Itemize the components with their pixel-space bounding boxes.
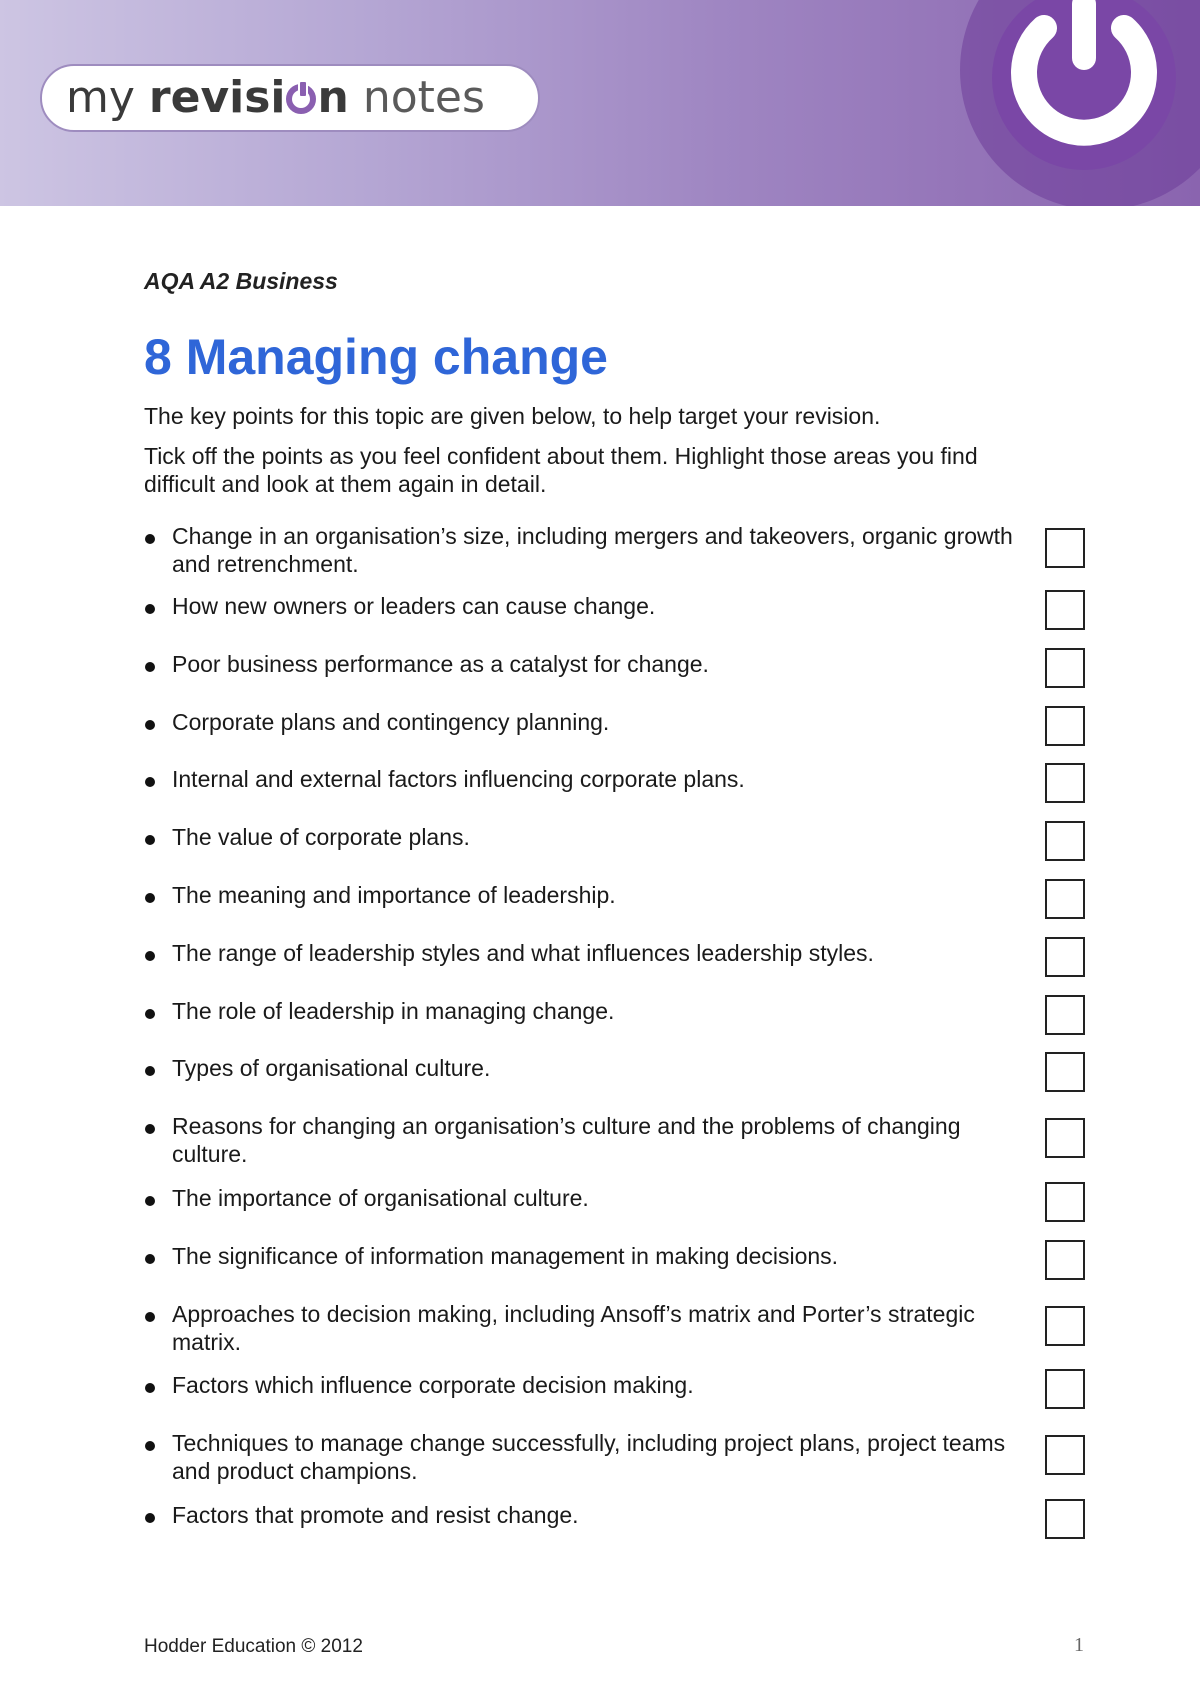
checklist-item-text: The role of leadership in managing change. <box>172 998 615 1024</box>
page-number: 1 <box>1074 1634 1084 1656</box>
checklist-item-text: Corporate plans and contingency planning. <box>172 709 610 735</box>
intro-text <box>144 402 1044 510</box>
checklist-checkbox[interactable] <box>1045 1435 1085 1475</box>
checklist-item-text: Types of organisational culture. <box>172 1055 491 1081</box>
bullet-icon <box>145 604 155 614</box>
bullet-icon <box>145 893 155 903</box>
brand-logo <box>40 64 540 132</box>
checklist-checkbox[interactable] <box>1045 648 1085 688</box>
footer-publisher: Hodder Education © 2012 <box>144 1636 363 1657</box>
bullet-icon <box>145 777 155 787</box>
checklist-checkbox[interactable] <box>1045 937 1085 977</box>
logo-word-notes: notes <box>362 72 485 123</box>
checklist-item-text: Poor business performance as a catalyst for change. <box>172 651 709 677</box>
bullet-icon <box>145 1009 155 1019</box>
bullet-icon <box>145 1066 155 1076</box>
bullet-icon <box>145 1441 155 1451</box>
checklist-checkbox[interactable] <box>1045 1499 1085 1539</box>
checklist-item-text: Change in an organisation’s size, including mergers and takeovers, organic growth and retrenchment. <box>172 523 1013 577</box>
brand-logo-text <box>66 72 485 123</box>
checklist-item-text: The range of leadership styles and what influences leadership styles. <box>172 940 874 966</box>
subject-label: AQA A2 Business <box>144 268 338 294</box>
checklist-item-text: Approaches to decision making, including Ansoff’s matrix and Porter’s strategic matrix. <box>172 1301 975 1355</box>
bullet-icon <box>145 951 155 961</box>
checklist-checkbox[interactable] <box>1045 590 1085 630</box>
checklist-item-text: Techniques to manage change successfully, including project plans, project teams and product champions. <box>172 1430 1006 1484</box>
logo-word-revision-end: n <box>317 72 349 123</box>
page-title: 8 Managing change <box>144 329 608 385</box>
checklist-item-text: Reasons for changing an organisation’s culture and the problems of changing culture. <box>172 1113 961 1167</box>
checklist-item-text: Factors that promote and resist change. <box>172 1502 579 1528</box>
checklist-checkbox[interactable] <box>1045 1240 1085 1280</box>
logo-power-icon <box>286 84 316 114</box>
bullet-icon <box>145 835 155 845</box>
checklist-checkbox[interactable] <box>1045 528 1085 568</box>
checklist-checkbox[interactable] <box>1045 1182 1085 1222</box>
bullet-icon <box>145 1312 155 1322</box>
bullet-icon <box>145 1124 155 1134</box>
checklist-item-text: The importance of organisational culture. <box>172 1185 589 1211</box>
bullet-icon <box>145 1513 155 1523</box>
intro-paragraph: The key points for this topic are given below, to help target your revision. <box>144 403 881 429</box>
bullet-icon <box>145 534 155 544</box>
checklist-item-text: Factors which influence corporate decision making. <box>172 1372 694 1398</box>
checklist-checkbox[interactable] <box>1045 821 1085 861</box>
checklist-checkbox[interactable] <box>1045 995 1085 1035</box>
intro-paragraph: Tick off the points as you feel confident about them. Highlight those areas you find difficult and look at them again in detail. <box>144 443 978 497</box>
logo-word-my: my <box>66 72 135 123</box>
header-banner <box>0 0 1200 206</box>
checklist-item-text: Internal and external factors influencing corporate plans. <box>172 766 745 792</box>
checklist-item-text: The value of corporate plans. <box>172 824 470 850</box>
checklist-checkbox[interactable] <box>1045 1369 1085 1409</box>
checklist-item-text: How new owners or leaders can cause change. <box>172 593 656 619</box>
bullet-icon <box>145 1383 155 1393</box>
checklist-checkbox[interactable] <box>1045 763 1085 803</box>
checklist-checkbox[interactable] <box>1045 706 1085 746</box>
checklist-checkbox[interactable] <box>1045 1118 1085 1158</box>
bullet-icon <box>145 662 155 672</box>
checklist-item-text: The significance of information management in making decisions. <box>172 1243 839 1269</box>
checklist-checkbox[interactable] <box>1045 1306 1085 1346</box>
power-icon <box>980 0 1190 182</box>
checklist-checkbox[interactable] <box>1045 1052 1085 1092</box>
checklist-item-text: The meaning and importance of leadership. <box>172 882 616 908</box>
bullet-icon <box>145 720 155 730</box>
logo-word-revision: revisi <box>148 72 286 123</box>
checklist-checkbox[interactable] <box>1045 879 1085 919</box>
bullet-icon <box>145 1254 155 1264</box>
bullet-icon <box>145 1196 155 1206</box>
